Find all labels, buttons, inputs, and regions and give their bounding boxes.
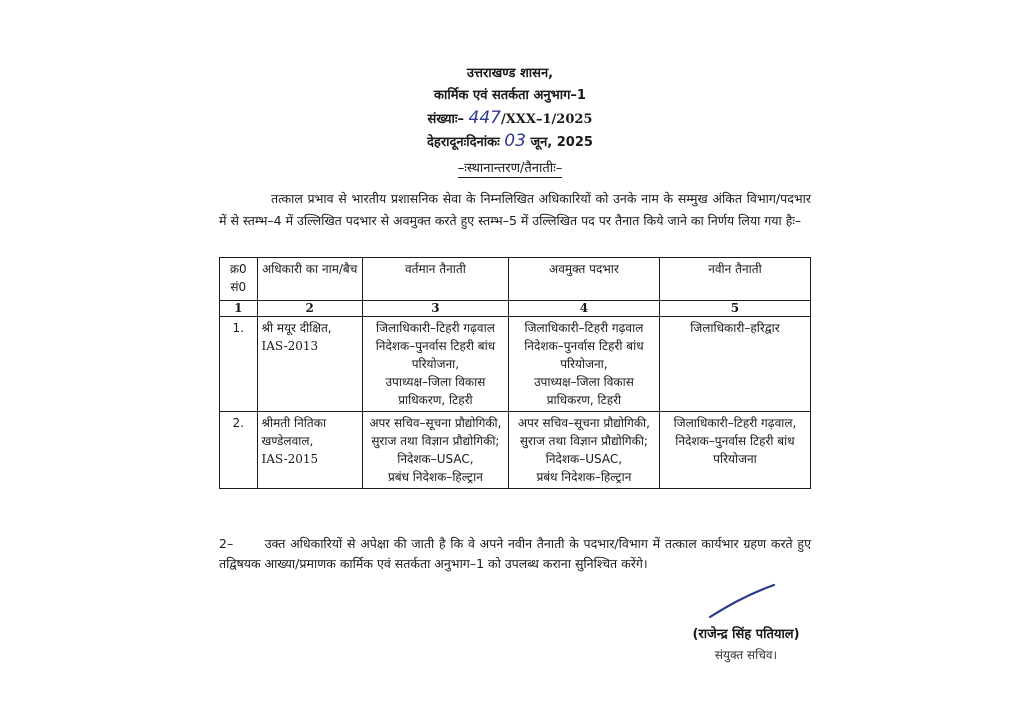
govt-name: उत्तराखण्ड शासन, <box>466 66 554 81</box>
column-number-row <box>220 301 811 317</box>
officer-name: श्रीमती नितिका खण्डेलवाल, <box>261 416 327 448</box>
officer-cell <box>257 317 362 412</box>
signatory-designation: संयुक्त सचिव। <box>714 648 778 662</box>
header-officer: अधिकारी का नाम/बैच <box>257 258 362 301</box>
signatory-name: (राजेन्द्र सिंह पतियाल) <box>692 627 800 642</box>
new-posting-cell: जिलाधिकारी–हरिद्वार <box>659 317 810 412</box>
subject-line: –ःस्थानान्तरण/तैनातीः– <box>457 161 563 176</box>
column-number: 5 <box>659 301 810 317</box>
officer-cell <box>257 412 362 489</box>
letter-date: देहरादूनःदिनांकः 03 जून, 2025 <box>427 131 593 151</box>
department-name: कार्मिक एवं सतर्कता अनुभाग–1 <box>434 88 586 103</box>
current-posting-cell: अपर सचिव–सूचना प्रौद्योगिकी, सुराज तथा विज्ञान प्रौद्योगिकी; निदेशक–USAC, प्रबंध निदेशक–हिल्ट्रान <box>362 412 508 489</box>
officer-batch: IAS-2013 <box>261 339 319 353</box>
signature-mark <box>708 583 778 619</box>
table-row <box>220 412 811 489</box>
column-number: 3 <box>362 301 508 317</box>
officer-name: श्री मयूर दीक्षित, <box>261 321 332 335</box>
header-new: नवीन तैनाती <box>659 258 810 301</box>
officer-batch: IAS-2015 <box>261 452 319 466</box>
current-posting-cell: जिलाधिकारी–टिहरी गढ़वाल निदेशक–पुनर्वास टिहरी बांध परियोजना, उपाध्यक्ष–जिला विकास प्राधिकरण, टिहरी <box>362 317 508 412</box>
paragraph-number: 2– <box>219 536 234 551</box>
header-serial: क्र0 सं0 <box>220 258 258 301</box>
intro-paragraph: तत्काल प्रभाव से भारतीय प्रशासनिक सेवा के निम्नलिखित अधिकारियों को उनके नाम के सम्मुख अंकित विभाग/पदभार में से स्तम्भ–4 में उल्लिखित पदभार से अवमुक्त करते हुए स्तम्भ–5 में उल्लिखित पद पर तैनात किये जाने का निर्णय लिया गया हैः– <box>219 191 811 228</box>
column-number: 2 <box>257 301 362 317</box>
row-serial: 1. <box>220 317 258 412</box>
header-current: वर्तमान तैनाती <box>362 258 508 301</box>
row-serial: 2. <box>220 412 258 489</box>
posting-table <box>219 257 811 489</box>
column-number: 1 <box>220 301 258 317</box>
relieved-charge-cell: जिलाधिकारी–टिहरी गढ़वाल निदेशक–पुनर्वास टिहरी बांध परियोजना, उपाध्यक्ष–जिला विकास प्राधिकरण, टिहरी <box>508 317 659 412</box>
handwritten-date: 03 <box>504 131 526 151</box>
handwritten-number: 447 <box>468 108 501 128</box>
relieved-charge-cell: अपर सचिव–सूचना प्रौद्योगिकी, सुराज तथा विज्ञान प्रौद्योगिकी; निदेशक–USAC, प्रबंध निदेशक–हिल्ट्रान <box>508 412 659 489</box>
letter-number: संख्याः– 447/XXX–1/2025 <box>427 108 593 128</box>
paragraph-two: 2– उक्त अधिकारियों से अपेक्षा की जाती है कि वे अपने नवीन तैनाती के पदभार/विभाग में तत्काल कार्यभार ग्रहण करते हुए तद्विषयक आख्या/प्रमाणक कार्मिक एवं सतर्कता अनुभाग–1 को उपलब्ध कराना सुनिश्चित करेंगे। <box>219 536 811 571</box>
new-posting-cell: जिलाधिकारी–टिहरी गढ़वाल, निदेशक–पुनर्वास टिहरी बांध परियोजना <box>659 412 810 489</box>
table-header-row <box>220 258 811 301</box>
column-number: 4 <box>508 301 659 317</box>
table-row <box>220 317 811 412</box>
header-relieved: अवमुक्त पदभार <box>508 258 659 301</box>
